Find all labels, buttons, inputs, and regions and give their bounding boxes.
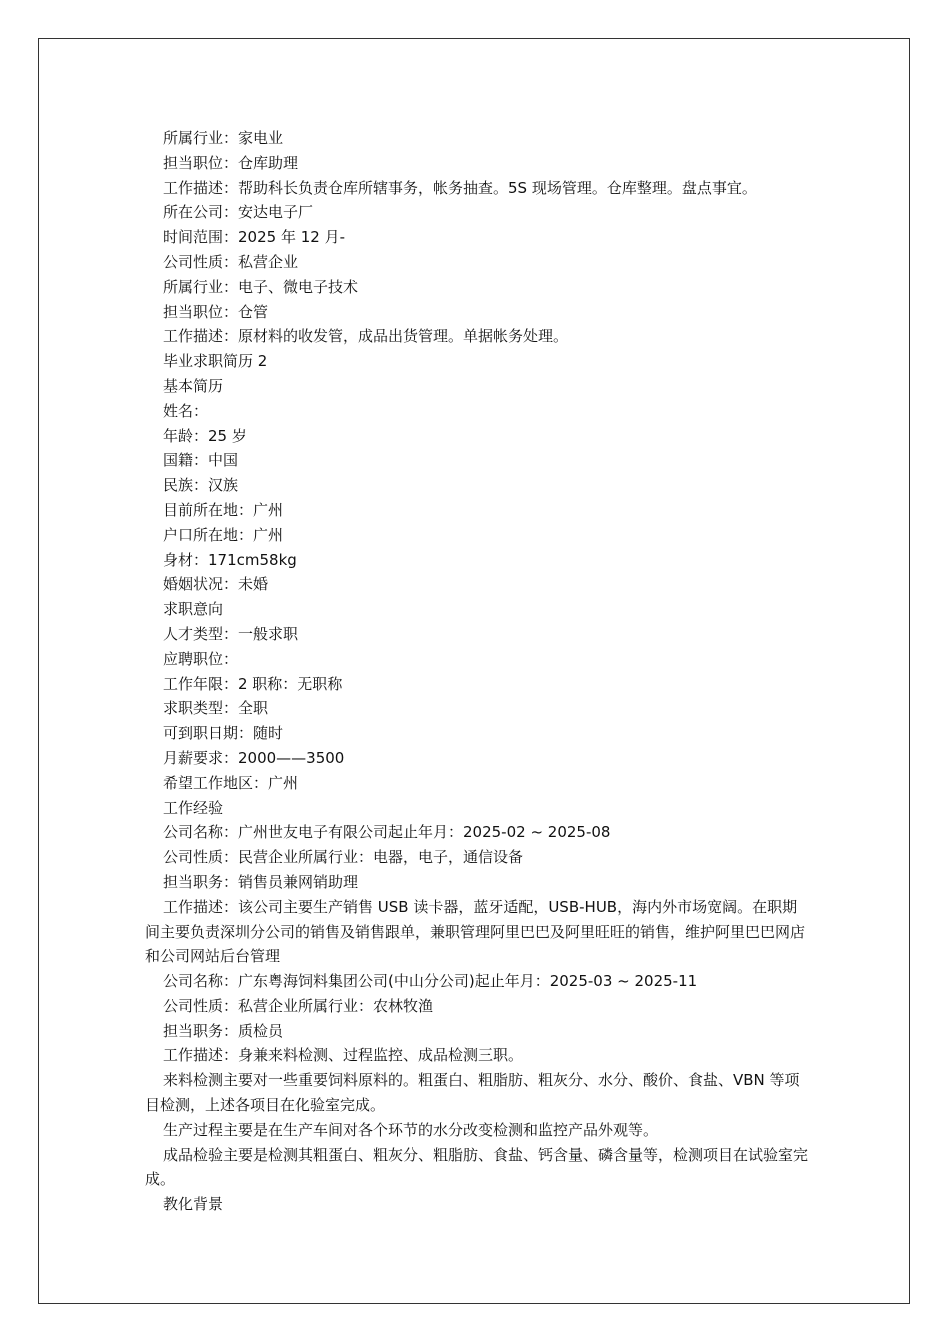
- section-title: 工作经验: [163, 798, 224, 817]
- text-line: 民族：汉族: [163, 476, 239, 495]
- text-line: 担当职位：仓管: [163, 302, 269, 321]
- text-line: 工作描述：原材料的收发管，成品出货管理。单据帐务处理。: [163, 327, 569, 346]
- text-line: 工作年限：2 职称：无职称: [163, 674, 343, 693]
- text-line: 生产过程主要是在生产车间对各个环节的水分改变检测和监控产品外观等。: [163, 1120, 659, 1139]
- text-line: 公司性质：民营企业所属行业：电器，电子，通信设备: [163, 848, 524, 867]
- text-line: 应聘职位：: [163, 649, 239, 668]
- text-line: 人才类型：一般求职: [163, 624, 299, 643]
- text-line: 工作描述：帮助科长负责仓库所辖事务，帐务抽查。5S 现场管理。仓库整理。盘点事宜。: [163, 178, 757, 197]
- text-line: 希望工作地区：广州: [163, 773, 299, 792]
- document-body: [145, 126, 810, 1217]
- section-title: 教化背景: [163, 1195, 224, 1214]
- text-line: 时间范围：2025 年 12 月-: [163, 228, 345, 247]
- text-line: 公司名称：广东粤海饲料集团公司(中山分公司)起止年月：2025-03 ~ 2025-11: [163, 972, 698, 991]
- text-line: 公司名称：广州世友电子有限公司起止年月：2025-02 ~ 2025-08: [163, 823, 611, 842]
- text-line: 可到职日期：随时: [163, 724, 284, 743]
- text-line: 公司性质：私营企业所属行业：农林牧渔: [163, 996, 434, 1015]
- text-line: 担当职务：销售员兼网销助理: [163, 872, 359, 891]
- text-line: 工作描述：身兼来料检测、过程监控、成品检测三职。: [163, 1046, 524, 1065]
- text-line: 户口所在地：广州: [163, 525, 284, 544]
- section-title: 基本简历: [163, 376, 224, 395]
- text-line: 姓名：: [163, 401, 209, 420]
- text-line: 所属行业：家电业: [163, 129, 284, 147]
- text-line: 目前所在地：广州: [163, 500, 284, 519]
- section-title: 毕业求职简历 2: [163, 352, 268, 371]
- text-line: 所属行业：电子、微电子技术: [163, 277, 359, 296]
- text-line: 公司性质：私营企业: [163, 252, 299, 271]
- section-title: 求职意向: [163, 600, 224, 619]
- paragraph: 工作描述：该公司主要生产销售 USB 读卡器，蓝牙适配，USB-HUB，海内外市场宽阔。在职期间主要负责深圳分公司的销售及销售跟单，兼职管理阿里巴巴及阿里旺旺的销售，维护阿里巴巴网店和公司网站后台管理: [145, 897, 806, 966]
- text-line: 月薪要求：2000——3500: [163, 748, 345, 767]
- text-line: 国籍：中国: [163, 451, 239, 470]
- text-line: 年龄：25 岁: [163, 426, 247, 445]
- paragraph: 来料检测主要对一些重要饲料原料的。粗蛋白、粗脂肪、粗灰分、水分、酸价、食盐、VBN 等项目检测，上述各项目在化验室完成。: [145, 1071, 800, 1115]
- text-line: 身材：171cm58kg: [163, 550, 297, 569]
- text-line: 婚姻状况：未婚: [163, 575, 269, 594]
- text-line: 求职类型：全职: [163, 699, 269, 718]
- text-line: 所在公司：安达电子厂: [163, 203, 314, 222]
- paragraph: 成品检验主要是检测其粗蛋白、粗灰分、粗脂肪、食盐、钙含量、磷含量等，检测项目在试验室完成。: [145, 1145, 809, 1189]
- text-line: 担当职位：仓库助理: [163, 153, 299, 172]
- text-line: 担当职务：质检员: [163, 1021, 284, 1040]
